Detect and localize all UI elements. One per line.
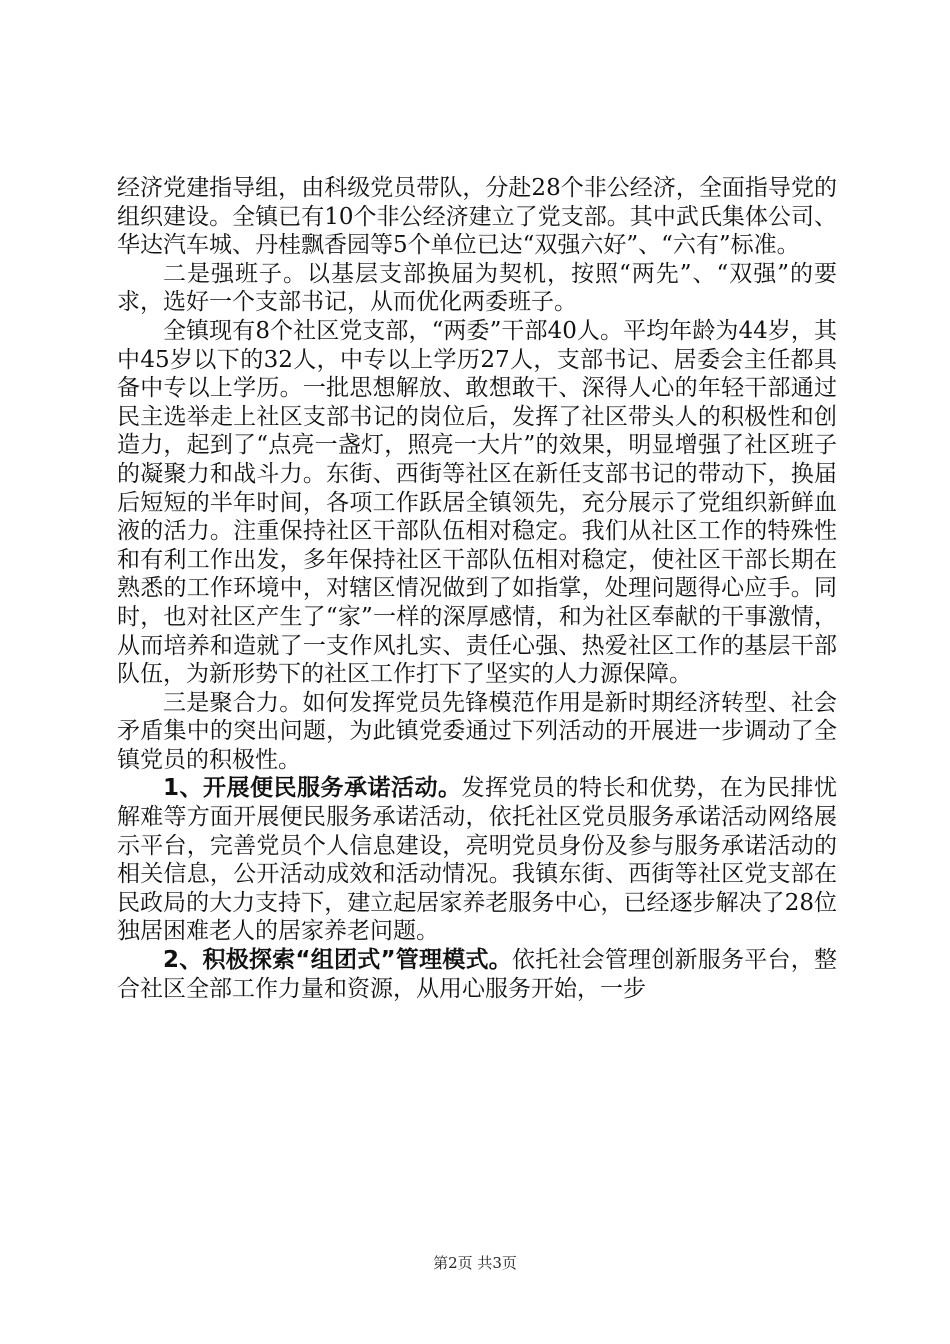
paragraph-1-text: 经济党建指导组，由科级党员带队，分赴28个非公经济，全面指导党的组织建设。全镇已有10个非公经济建立了党支部。其中武氏集体公司、华达汽车城、丹桂飘香园等5个单位已达“双强六好”、“六有”标准。 xyxy=(117,175,837,259)
paragraph-1 xyxy=(117,174,837,260)
paragraph-4-text: 三是聚合力。如何发挥党员先锋模范作用是新时期经济转型、社会矛盾集中的突出问题，为此镇党委通过下列活动的开展进一步调动了全镇党员的积极性。 xyxy=(117,689,837,773)
page-footer xyxy=(0,1252,950,1273)
paragraph-5 xyxy=(117,774,837,946)
paragraph-6 xyxy=(117,946,837,1003)
paragraph-2-text: 二是强班子。以基层支部换届为契机，按照“两先”、“双强”的要求，选好一个支部书记，从而优化两委班子。 xyxy=(117,260,837,316)
paragraph-6-text: 依托社会管理创新服务平台，整合社区全部工作力量和资源，从用心服务开始，一步 xyxy=(117,947,837,1002)
paragraph-4 xyxy=(117,689,837,775)
paragraph-3-text: 全镇现有8个社区党支部，“两委”干部40人。平均年龄为44岁，其中45岁以下的32人，中专以上学历27人，支部书记、居委会主任都具备中专以上学历。一批思想解放、敢想敢干、深得人心的年轻干部通过民主选举走上社区支部书记的岗位后，发挥了社区带头人的积极性和创造力，起到了“点亮一盏灯，照亮一大片”的效果，明显增强了社区班子的凝聚力和战斗力。东街、西街等社区在新任支部书记的带动下，换届后短短的半年时间，各项工作跃居全镇领先，充分展示了党组织新鲜血液的活力。注重保持社区干部队伍相对稳定。我们从社区工作的特殊性和有利工作出发，多年保持社区干部队伍相对稳定，使社区干部长期在熟悉的工作环境中，对辖区情况做到了如指掌，处理问题得心应手。同时，也对社区产生了“家”一样的深厚感情，和为社区奉献的干事激情，从而培养和造就了一支作风扎实、责任心强、热爱社区工作的基层干部队伍，为新形势下的社区工作打下了坚实的人力源保障。 xyxy=(117,317,837,688)
paragraph-5-lead: 1、开展便民服务承诺活动。 xyxy=(163,775,462,802)
paragraph-3 xyxy=(117,317,837,689)
paragraph-2 xyxy=(117,260,837,317)
paragraph-6-lead: 2、积极探索“组团式”管理模式。 xyxy=(163,947,512,974)
page-number-label: 第2页 共3页 xyxy=(433,1254,517,1272)
paragraph-5-text: 发挥党员的特长和优势，在为民排忧解难等方面开展便民服务承诺活动，依托社区党员服务承诺活动网络展示平台，完善党员个人信息建设，亮明党员身份及参与服务承诺活动的相关信息，公开活动成效和活动情况。我镇东街、西街等社区党支部在民政局的大力支持下，建立起居家养老服务中心，已经逐步解决了28位独居困难老人的居家养老问题。 xyxy=(117,775,837,945)
document-body xyxy=(117,174,837,1003)
